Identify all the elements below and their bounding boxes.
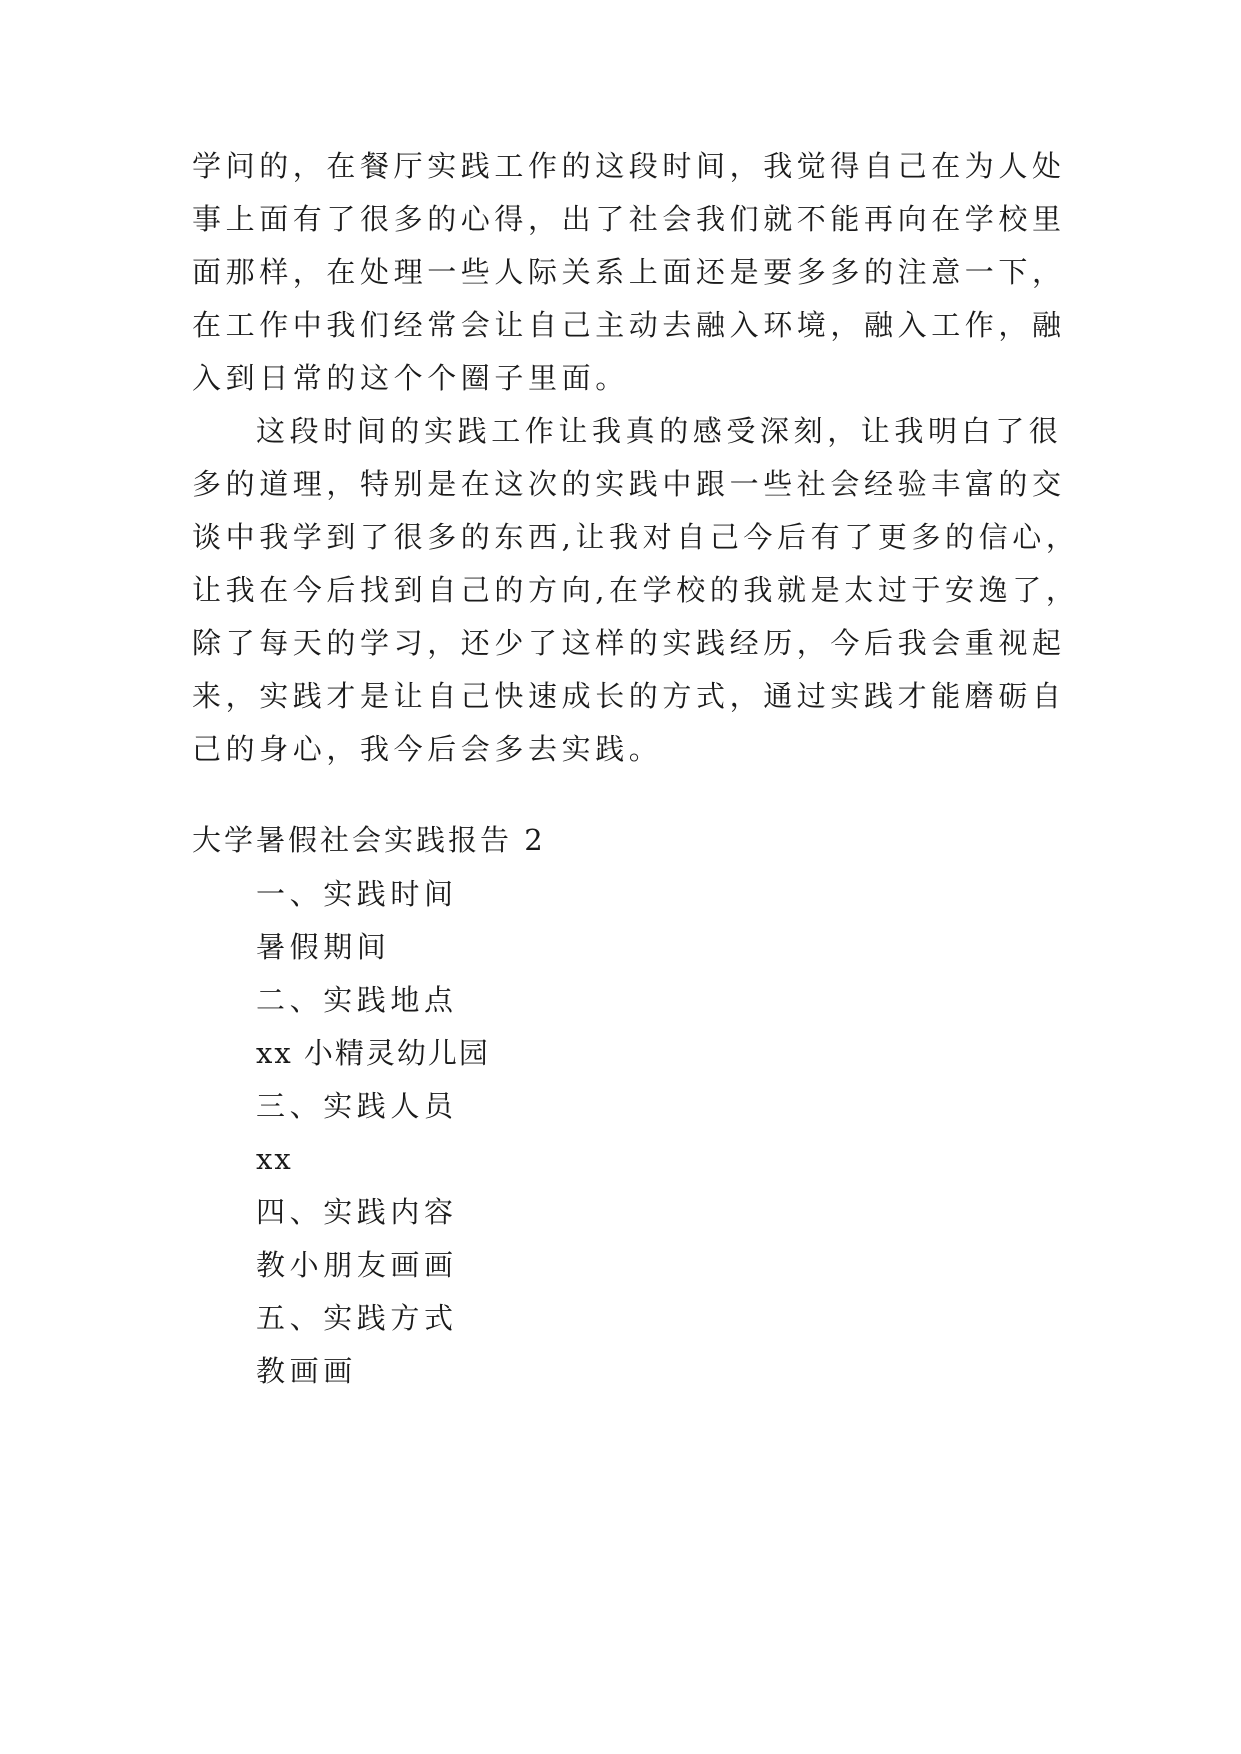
paragraph-2-line-7: 己的身心，我今后会多去实践。 (192, 732, 663, 766)
section-2-value: xx 小精灵幼儿园 (256, 1036, 490, 1070)
section-5-heading: 五、实践方式 (256, 1301, 458, 1335)
section-5-value: 教画画 (256, 1354, 357, 1388)
paragraph-2-line-1: 这段时间的实践工作让我真的感受深刻，让我明白了很 (256, 414, 1063, 448)
section-4-value: 教小朋友画画 (256, 1248, 458, 1282)
paragraph-1-line-1: 学问的，在餐厅实践工作的这段时间，我觉得自己在为人处 (192, 149, 1066, 183)
paragraph-2-line-6: 来，实践才是让自己快速成长的方式，通过实践才能磨砺自 (192, 679, 1066, 713)
paragraph-1-line-2: 事上面有了很多的心得，出了社会我们就不能再向在学校里 (192, 202, 1066, 236)
paragraph-2-line-5: 除了每天的学习，还少了这样的实践经历，今后我会重视起 (192, 626, 1066, 660)
paragraph-1-line-5: 入到日常的这个个圈子里面。 (192, 361, 629, 395)
paragraph-1-line-3: 面那样，在处理一些人际关系上面还是要多多的注意一下， (192, 255, 1066, 289)
section-4-heading: 四、实践内容 (256, 1195, 458, 1229)
report-title: 大学暑假社会实践报告 2 (192, 823, 546, 857)
section-1-heading: 一、实践时间 (256, 877, 458, 911)
paragraph-2-line-2: 多的道理，特别是在这次的实践中跟一些社会经验丰富的交 (192, 467, 1066, 501)
paragraph-2-line-3: 谈中我学到了很多的东西,让我对自己今后有了更多的信心， (192, 520, 1080, 554)
section-1-value: 暑假期间 (256, 930, 391, 964)
section-2-heading: 二、实践地点 (256, 983, 458, 1017)
paragraph-2-line-4: 让我在今后找到自己的方向,在学校的我就是太过于安逸了， (192, 573, 1080, 607)
paragraph-1-line-4: 在工作中我们经常会让自己主动去融入环境，融入工作，融 (192, 308, 1066, 342)
section-3-heading: 三、实践人员 (256, 1089, 458, 1123)
section-3-value: xx (256, 1142, 293, 1176)
